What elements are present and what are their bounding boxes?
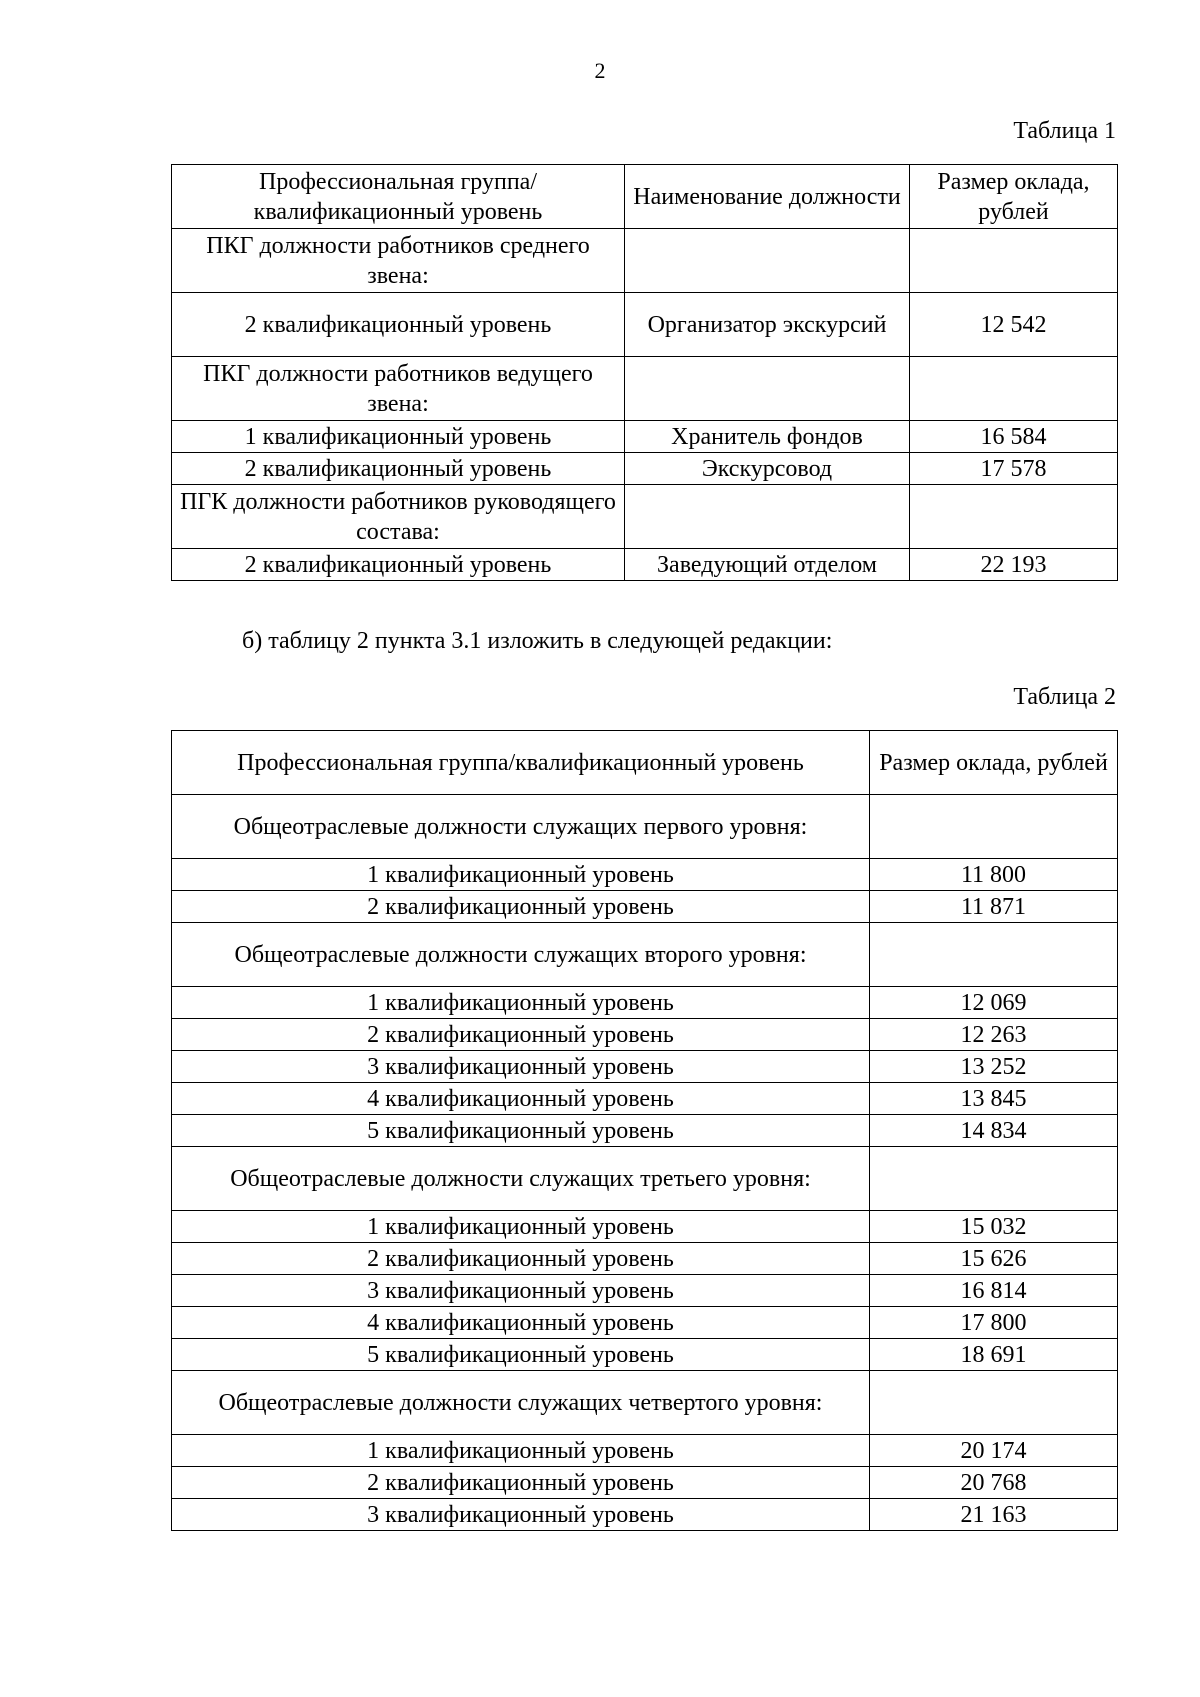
position-cell <box>625 357 910 421</box>
group-cell: 3 квалификационный уровень <box>172 1499 870 1531</box>
header-salary: Размер оклада, рублей <box>910 165 1118 229</box>
salary-cell: 15 032 <box>870 1211 1118 1243</box>
salary-cell: 15 626 <box>870 1243 1118 1275</box>
group-cell: 2 квалификационный уровень <box>172 293 625 357</box>
group-cell: 1 квалификационный уровень <box>172 421 625 453</box>
table-row <box>172 1051 1118 1083</box>
salary-cell: 17 800 <box>870 1307 1118 1339</box>
salary-cell: 12 069 <box>870 987 1118 1019</box>
table-header-row <box>172 165 1118 229</box>
group-cell: 1 квалификационный уровень <box>172 987 870 1019</box>
page-number: 2 <box>594 58 606 83</box>
table-row <box>172 859 1118 891</box>
table-row <box>172 229 1118 293</box>
group-cell: ПКГ должности работников ведущего звена: <box>172 357 625 421</box>
table-row <box>172 357 1118 421</box>
group-cell: 5 квалификационный уровень <box>172 1115 870 1147</box>
salary-cell: 20 768 <box>870 1467 1118 1499</box>
position-cell: Заведующий отделом <box>625 549 910 581</box>
salary-cell <box>870 795 1118 859</box>
position-cell <box>625 485 910 549</box>
table-row <box>172 1019 1118 1051</box>
group-cell: ПКГ должности работников среднего звена: <box>172 229 625 293</box>
salary-cell: 16 814 <box>870 1275 1118 1307</box>
salary-cell: 16 584 <box>910 421 1118 453</box>
table-row <box>172 549 1118 581</box>
table2-caption: Таблица 2 <box>1013 684 1116 710</box>
salary-cell: 14 834 <box>870 1115 1118 1147</box>
position-cell: Хранитель фондов <box>625 421 910 453</box>
salary-cell: 11 871 <box>870 891 1118 923</box>
table-row <box>172 293 1118 357</box>
salary-cell: 22 193 <box>910 549 1118 581</box>
table-row <box>172 1467 1118 1499</box>
group-cell: 4 квалификационный уровень <box>172 1083 870 1115</box>
group-cell: 1 квалификационный уровень <box>172 1211 870 1243</box>
salary-cell <box>910 229 1118 293</box>
group-cell: Общеотраслевые должности служащих второго уровня: <box>172 923 870 987</box>
salary-cell: 12 542 <box>910 293 1118 357</box>
header-group: Профессиональная группа/квалификационный уровень <box>172 165 625 229</box>
salary-cell <box>910 485 1118 549</box>
group-cell: 4 квалификационный уровень <box>172 1307 870 1339</box>
header-group: Профессиональная группа/квалификационный уровень <box>172 731 870 795</box>
table-row <box>172 1243 1118 1275</box>
group-cell: Общеотраслевые должности служащих первого уровня: <box>172 795 870 859</box>
salary-table-1 <box>171 164 1118 581</box>
header-salary: Размер оклада, рублей <box>870 731 1118 795</box>
table-row <box>172 1211 1118 1243</box>
group-cell: Общеотраслевые должности служащих третьего уровня: <box>172 1147 870 1211</box>
salary-cell <box>870 1147 1118 1211</box>
salary-cell <box>870 1371 1118 1435</box>
group-cell: 3 квалификационный уровень <box>172 1051 870 1083</box>
salary-cell: 18 691 <box>870 1339 1118 1371</box>
group-cell: 2 квалификационный уровень <box>172 1243 870 1275</box>
group-cell: Общеотраслевые должности служащих четвертого уровня: <box>172 1371 870 1435</box>
salary-cell: 21 163 <box>870 1499 1118 1531</box>
table-row <box>172 1499 1118 1531</box>
table-row <box>172 1275 1118 1307</box>
salary-cell: 17 578 <box>910 453 1118 485</box>
table-row <box>172 891 1118 923</box>
position-cell: Организатор экскурсий <box>625 293 910 357</box>
table-row <box>172 1371 1118 1435</box>
salary-table-2 <box>171 730 1118 1531</box>
header-position: Наименование должности <box>625 165 910 229</box>
table-header-row <box>172 731 1118 795</box>
table-row <box>172 421 1118 453</box>
table-row <box>172 1115 1118 1147</box>
table-row <box>172 987 1118 1019</box>
group-cell: 2 квалификационный уровень <box>172 1019 870 1051</box>
table-row <box>172 1435 1118 1467</box>
table-row <box>172 795 1118 859</box>
position-cell <box>625 229 910 293</box>
group-cell: 2 квалификационный уровень <box>172 453 625 485</box>
table-row <box>172 453 1118 485</box>
group-cell: 2 квалификационный уровень <box>172 1467 870 1499</box>
salary-cell: 13 845 <box>870 1083 1118 1115</box>
group-cell: ПГК должности работников руководящего состава: <box>172 485 625 549</box>
salary-cell: 20 174 <box>870 1435 1118 1467</box>
salary-cell: 12 263 <box>870 1019 1118 1051</box>
amendment-paragraph: б) таблицу 2 пункта 3.1 изложить в следующей редакции: <box>242 628 833 654</box>
table-row <box>172 1339 1118 1371</box>
group-cell: 2 квалификационный уровень <box>172 549 625 581</box>
table-row <box>172 1147 1118 1211</box>
table-row <box>172 923 1118 987</box>
salary-cell: 11 800 <box>870 859 1118 891</box>
table-row <box>172 485 1118 549</box>
group-cell: 1 квалификационный уровень <box>172 859 870 891</box>
group-cell: 1 квалификационный уровень <box>172 1435 870 1467</box>
position-cell: Экскурсовод <box>625 453 910 485</box>
table-row <box>172 1083 1118 1115</box>
group-cell: 2 квалификационный уровень <box>172 891 870 923</box>
table-row <box>172 1307 1118 1339</box>
salary-cell <box>910 357 1118 421</box>
salary-cell <box>870 923 1118 987</box>
group-cell: 5 квалификационный уровень <box>172 1339 870 1371</box>
table1-caption: Таблица 1 <box>1013 118 1116 144</box>
group-cell: 3 квалификационный уровень <box>172 1275 870 1307</box>
salary-cell: 13 252 <box>870 1051 1118 1083</box>
